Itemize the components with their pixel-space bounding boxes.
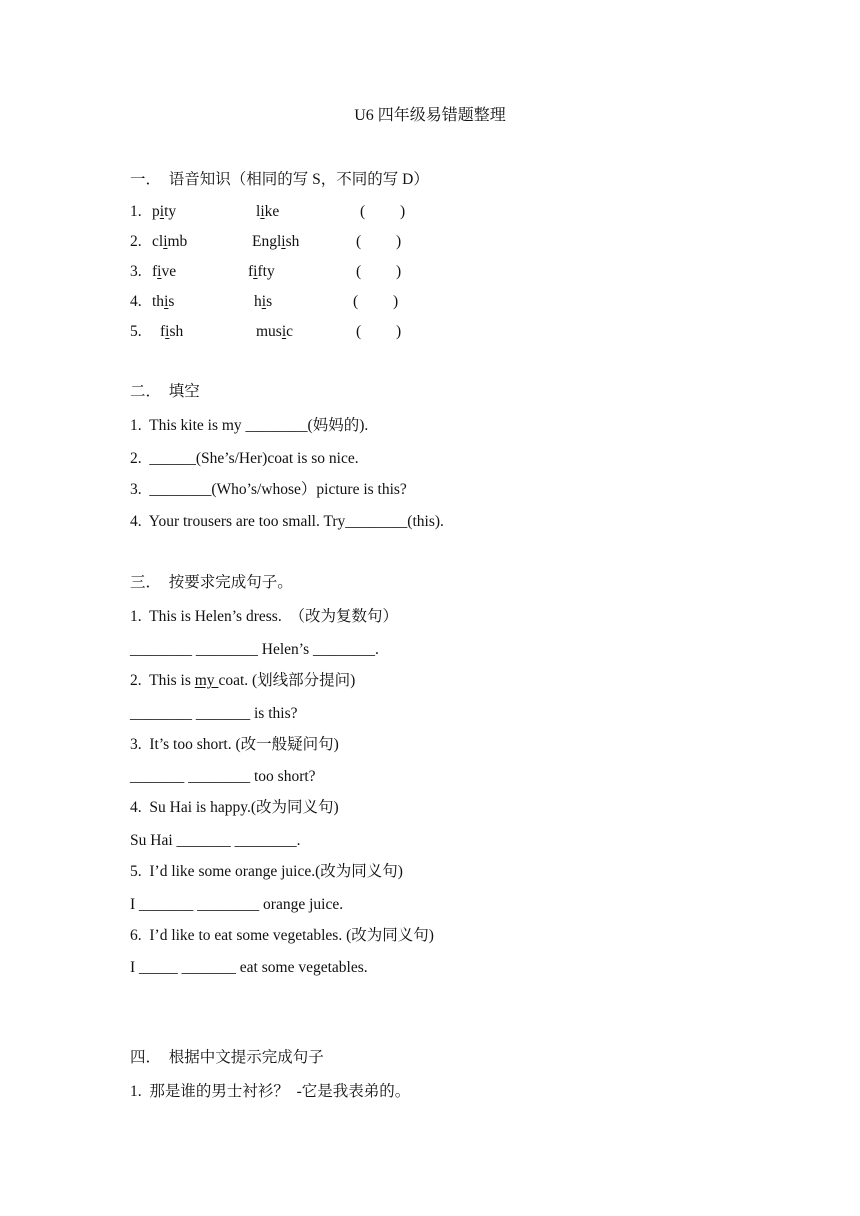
item-number: 4. (130, 293, 142, 310)
answer-line: _______ ________ too short? (130, 768, 316, 785)
phonics-row (0, 232, 860, 252)
answer-line: Su Hai _______ ________. (130, 832, 301, 849)
word-two: music (256, 323, 294, 340)
answer-line: I _____ _______ eat some vegetables. (130, 959, 368, 976)
rewrite-question: 4. Su Hai is happy.(改为同义句) (130, 799, 339, 816)
item-number: 2. (130, 233, 142, 250)
word-two: like (256, 203, 280, 220)
rewrite-question: 2. This is my coat. (划线部分提问) (130, 672, 356, 689)
section-heading-rewrite: 三． 按要求完成句子。 (130, 574, 293, 591)
section-heading-fill-blank: 二． 填空 (130, 383, 200, 400)
word-one: this (152, 293, 175, 310)
rewrite-question: 5. I’d like some orange juice.(改为同义句) (130, 863, 403, 880)
item-number: 3. (130, 263, 142, 280)
answer-parentheses: ( ) (360, 203, 406, 220)
page-title: U6 四年级易错题整理 (354, 107, 506, 124)
item-number: 1. (130, 203, 142, 220)
section-heading-translate: 四． 根据中文提示完成句子 (130, 1049, 324, 1066)
answer-parentheses: ( ) (356, 263, 402, 280)
section-heading-phonics: 一． 语音知识（相同的写 S，不同的写 D） (130, 171, 429, 188)
rewrite-question: 1. This is Helen’s dress. （改为复数句） (130, 608, 398, 625)
phonics-row (0, 292, 860, 312)
word-one: climb (152, 233, 188, 250)
answer-parentheses: ( ) (356, 323, 402, 340)
fill-blank-question: 1. This kite is my ________(妈妈的). (130, 417, 369, 434)
rewrite-question: 6. I’d like to eat some vegetables. (改为同义句) (130, 927, 434, 944)
phonics-row (0, 262, 860, 282)
answer-line: ________ ________ Helen’s ________. (130, 641, 379, 658)
phonics-row (0, 202, 860, 222)
fill-blank-question: 4. Your trousers are too small. Try________(this). (130, 513, 444, 530)
word-two: fifty (248, 263, 275, 280)
answer-line: I _______ ________ orange juice. (130, 896, 344, 913)
word-one: five (152, 263, 177, 280)
answer-parentheses: ( ) (353, 293, 399, 310)
underlined-word: my (194, 672, 219, 689)
word-two: English (252, 233, 300, 250)
rewrite-question: 3. It’s too short. (改一般疑问句) (130, 736, 339, 753)
word-one: fish (160, 323, 184, 340)
word-one: pity (152, 203, 177, 220)
item-number: 5. (130, 323, 142, 340)
translate-question: 1. 那是谁的男士衬衫？ -它是我表弟的。 (130, 1083, 411, 1100)
fill-blank-question: 2. ______(She’s/Her)coat is so nice. (130, 450, 359, 467)
phonics-row (0, 322, 860, 342)
answer-line: ________ _______ is this? (130, 705, 298, 722)
answer-parentheses: ( ) (356, 233, 402, 250)
word-two: his (254, 293, 273, 310)
fill-blank-question: 3. ________(Who’s/whose）picture is this? (130, 481, 407, 498)
